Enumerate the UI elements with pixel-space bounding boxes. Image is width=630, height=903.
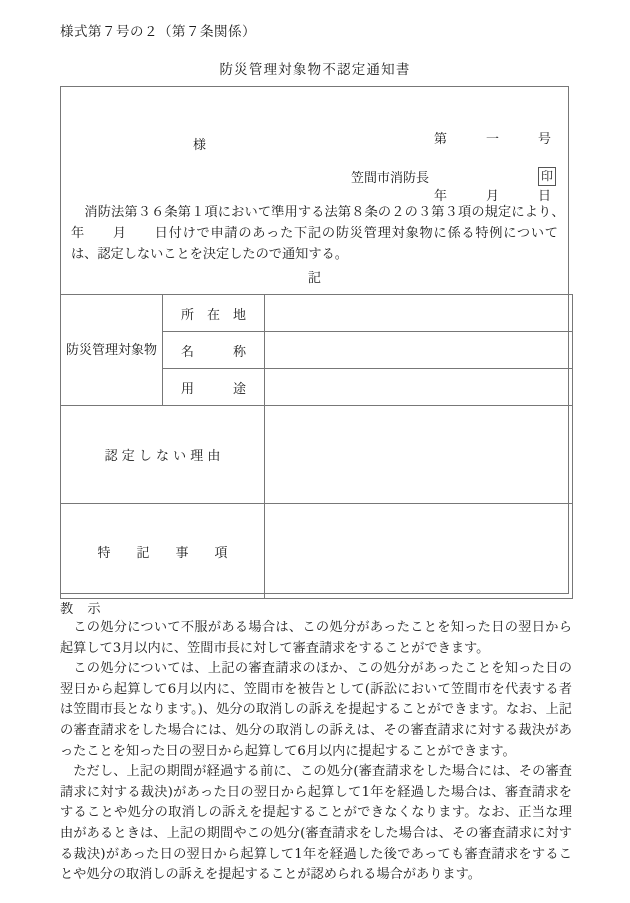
seal-icon: 印 xyxy=(538,167,556,186)
notice-paragraph-3: ただし、上記の期間が経過する前に、この処分(審査請求をした場合には、その審査請求に対する裁決)があった日の翌日から起算して1年を経過した場合は、審査請求をすることや処分の取消しの訴えを提起することができなくなります。なお、正当な理由があるときは、上記の期間やこの処分(審査請求をした場合は、その審査請求に対する裁決)があった日の翌日から起算して1年を経過した後であっても審査請求をすることや処分の取消しの訴えを提起することが認められる場合があります。 xyxy=(60,764,572,883)
table-row xyxy=(61,295,573,332)
value-location[interactable] xyxy=(265,295,573,332)
reason-value-cell[interactable] xyxy=(265,406,573,504)
value-name[interactable] xyxy=(265,332,573,369)
notice-paragraph-1: この処分について不服がある場合は、この処分があったことを知った日の翌日から起算して3月以内に、笠間市長に対して審査請求をすることができます。 xyxy=(60,620,572,656)
notes-label-cell: 特 記 事 項 xyxy=(61,504,265,599)
notice-paragraph-2: この処分については、上記の審査請求のほか、この処分があったことを知った日の翌日から起算して6月以内に、笠間市を被告として(訴訟において笠間市を代表する者は笠間市長となります。)、処分の取消しの訴えを提起することができます。なお、上記の審査請求をした場合には、処分の取消しの訴えは、その審査請求に対する裁決があったことを知った日の翌日から起算して6月以内に提起することができます。 xyxy=(60,661,572,759)
notes-value-cell[interactable] xyxy=(265,504,573,599)
form-code: 様式第７号の２（第７条関係） xyxy=(60,24,256,40)
ki-marker: 記 xyxy=(307,271,322,286)
sub-label-usage: 用 途 xyxy=(163,369,265,406)
document-title: 防災管理対象物不認定通知書 xyxy=(219,62,411,78)
table-row xyxy=(61,406,573,504)
object-label-cell: 防災管理対象物 xyxy=(61,295,163,406)
object-details-table xyxy=(60,294,573,599)
issuer-name: 笠間市消防長 xyxy=(351,171,430,186)
value-usage[interactable] xyxy=(265,369,573,406)
notification-form-box xyxy=(60,86,585,594)
notice-heading: 教 示 xyxy=(60,602,102,617)
sub-label-location: 所 在 地 xyxy=(163,295,265,332)
notice-section xyxy=(60,598,572,886)
sub-label-name: 名 称 xyxy=(163,332,265,369)
document-date-line: 年 月 日 xyxy=(433,189,551,204)
table-row xyxy=(61,504,573,599)
issuer-row xyxy=(351,167,556,186)
addressee-line: 様 xyxy=(193,138,207,153)
document-number-line: 第 一 号 xyxy=(433,132,551,147)
body-paragraph: 消防法第３６条第１項において準用する法第８条の２の３第３項の規定により、 年 月 日付けで申請のあった下記の防災管理対象物に係る特例については、認定しないことを決定したので通知する。 xyxy=(71,205,585,262)
reason-label-cell: 認 定 し な い 理 由 xyxy=(61,406,265,504)
